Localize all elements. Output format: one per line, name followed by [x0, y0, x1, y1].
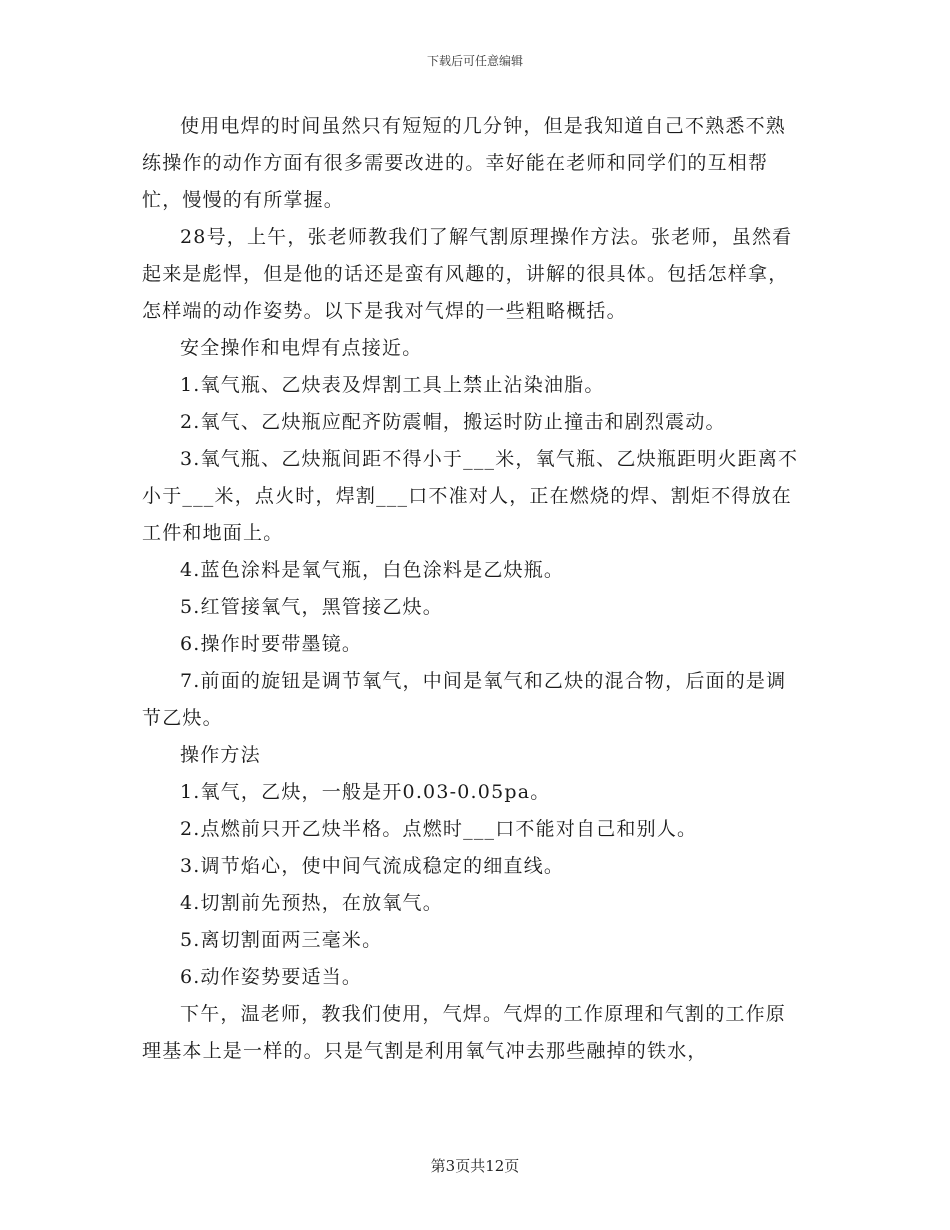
section-heading: 操作方法 [180, 744, 261, 766]
paragraph: 安全操作和电焊有点接近。 [180, 337, 423, 359]
list-item: 4.蓝色涂料是氧气瓶，白色涂料是乙炔瓶。 [180, 559, 565, 581]
list-item: 3.调节焰心，使中间气流成稳定的细直线。 [180, 855, 565, 877]
list-item: 1.氧气瓶、乙炔表及焊割工具上禁止沾染油脂。 [180, 374, 605, 396]
list-item: 4.切割前先预热，在放氧气。 [180, 892, 443, 914]
paragraph: 下午，温老师，教我们使用，气焊。气焊的工作原理和气割的工作原理基本上是一样的。只是气割是利用氧气冲去那些融掉的铁水， [142, 1003, 787, 1062]
paragraph: 28号，上午，张老师教我们了解气割原理操作方法。张老师，虽然看起来是彪悍，但是他的话还是蛮有风趣的，讲解的很具体。包括怎样拿，怎样端的动作姿势。以下是我对气焊的一些粗略概括。 [142, 226, 793, 322]
list-item: 5.离切割面两三毫米。 [180, 929, 383, 951]
document-body [142, 108, 802, 1070]
list-item: 2.氧气、乙炔瓶应配齐防震帽，搬运时防止撞击和剧烈震动。 [180, 411, 726, 433]
paragraph: 使用电焊的时间虽然只有短短的几分钟，但是我知道自己不熟悉不熟练操作的动作方面有很多需要改进的。幸好能在老师和同学们的互相帮忙，慢慢的有所掌握。 [142, 115, 787, 211]
list-item: 7.前面的旋钮是调节氧气，中间是氧气和乙炔的混合物，后面的是调节乙炔。 [142, 670, 787, 729]
list-item: 6.操作时要带墨镜。 [180, 633, 363, 655]
list-item: 6.动作姿势要适当。 [180, 966, 363, 988]
list-item: 3.氧气瓶、乙炔瓶间距不得小于___米，氧气瓶、乙炔瓶距明火距离不小于___米，点火时，焊割___口不准对人，正在燃烧的焊、割炬不得放在工件和地面上。 [142, 448, 799, 544]
list-item: 1.氧气，乙炔，一般是开0.03-0.05pa。 [180, 781, 551, 803]
page-header: 下载后可任意编辑 [426, 54, 523, 68]
list-item: 2.点燃前只开乙炔半格。点燃时___口不能对自己和别人。 [180, 818, 698, 840]
list-item: 5.红管接氧气，黑管接乙炔。 [180, 596, 443, 618]
page-number: 第3页共12页 [430, 1157, 520, 1175]
